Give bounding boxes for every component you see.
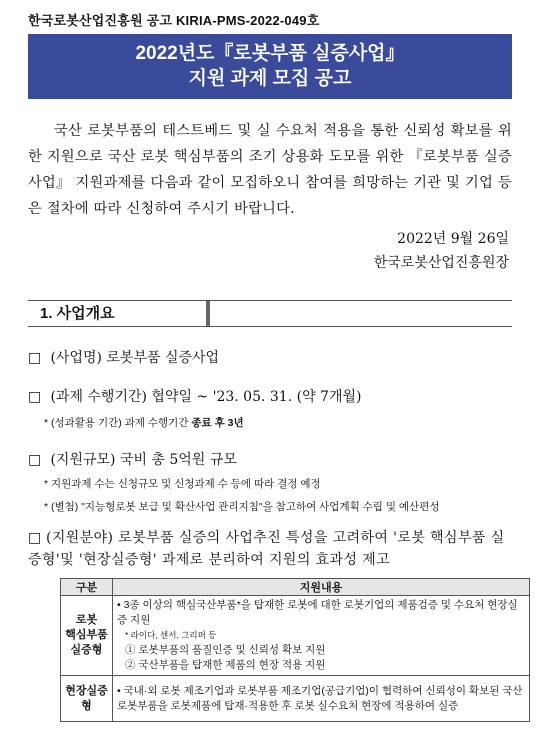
item-text: (지원분야) 로봇부품 실증의 사업추진 특성을 고려하여 '로봇 핵심부품 실증형'및 '현장실증형' 과제로 분리하여 지원의 효과성 제고	[28, 530, 505, 568]
row-content	[113, 596, 530, 676]
item-text: (지원규모) 국비 총 5억원 규모	[50, 452, 237, 468]
content-main: • 3종 이상의 핵심국산부품*을 탑재한 로봇에 대한 로봇기업의 제품검증 및 수요처 현장실증 지원	[117, 599, 518, 626]
content-main: • 국내·외 로봇 제조기업과 로봇부품 제조기업(공급기업)이 협력하여 신뢰성이 확보된 국산 로봇부품을 로봇제품에 탑재·적용한 후 로봇 실수요처 현장에 적용하여 실증	[117, 684, 523, 712]
title-line-2: 지원 과제 모집 공고	[188, 68, 352, 89]
checkbox-icon: □	[28, 350, 42, 366]
intro-paragraph: 국산 로봇부품의 테스트베드 및 실 수요처 적용을 통한 신뢰성 확보를 위한 지원으로 국산 로봇 핵심부품의 조기 상용화 도모를 위한 『로봇부품 실증사업』 지원과제를 다음과 같이 모집하오니 참여를 희망하는 기관 및 기업 등은 절차에 따라 신청하여 주시기 바랍니다.	[28, 123, 512, 217]
support-table	[60, 578, 530, 722]
item-field	[28, 527, 512, 571]
scale-note-1: * 지원과제 수는 신청규모 및 신청과제 수 등에 따라 결정 예정	[44, 478, 321, 490]
content-sub-note: * 라이다, 센서, 그리퍼 등	[125, 630, 217, 640]
content-point: ② 국산부품을 탑재한 제품의 현장 적용 지원	[125, 659, 326, 671]
scale-note-2: * (별첨) "지능형로봇 보급 및 확산사업 관리지침"을 참고하여 사업계획 수립 및 예산편성	[44, 501, 440, 513]
item-scale	[28, 451, 237, 469]
table-row	[61, 596, 530, 676]
section-header	[28, 300, 512, 327]
section-title: 1. 사업개요	[28, 301, 210, 326]
checkbox-icon: □	[28, 530, 42, 546]
period-note	[44, 416, 244, 430]
table-row	[61, 676, 530, 722]
row-category: 로봇 핵심부품 실증형	[61, 596, 113, 676]
note-text: * (성과활용 기간) 과제 수행기간	[44, 417, 192, 429]
announcement-number: 한국로봇산업진흥원 공고 KIRIA-PMS-2022-049호	[28, 13, 320, 28]
row-content	[113, 676, 530, 722]
note-bold: 종료 후 3년	[191, 417, 244, 429]
title-banner	[28, 34, 512, 99]
signer: 한국로봇산업진흥원장	[373, 255, 509, 271]
item-project-name	[28, 349, 219, 367]
column-header: 지원내용	[113, 579, 530, 596]
title-line-1: 2022년도『로봇부품 실증사업』	[135, 43, 405, 64]
column-header: 구분	[61, 579, 113, 596]
checkbox-icon: □	[28, 389, 42, 405]
checkbox-icon: □	[28, 452, 42, 468]
announcement-date: 2022년 9월 26일	[397, 231, 509, 247]
table-header-row	[61, 579, 530, 596]
item-period	[28, 388, 361, 406]
row-category: 현장실증형	[61, 676, 113, 722]
item-text: (과제 수행기간) 협약일 ~ '23. 05. 31. (약 7개월)	[50, 389, 362, 405]
item-text: (사업명) 로봇부품 실증사업	[50, 350, 220, 366]
content-point: ① 로봇부품의 품질인증 및 신뢰성 확보 지원	[125, 644, 326, 656]
